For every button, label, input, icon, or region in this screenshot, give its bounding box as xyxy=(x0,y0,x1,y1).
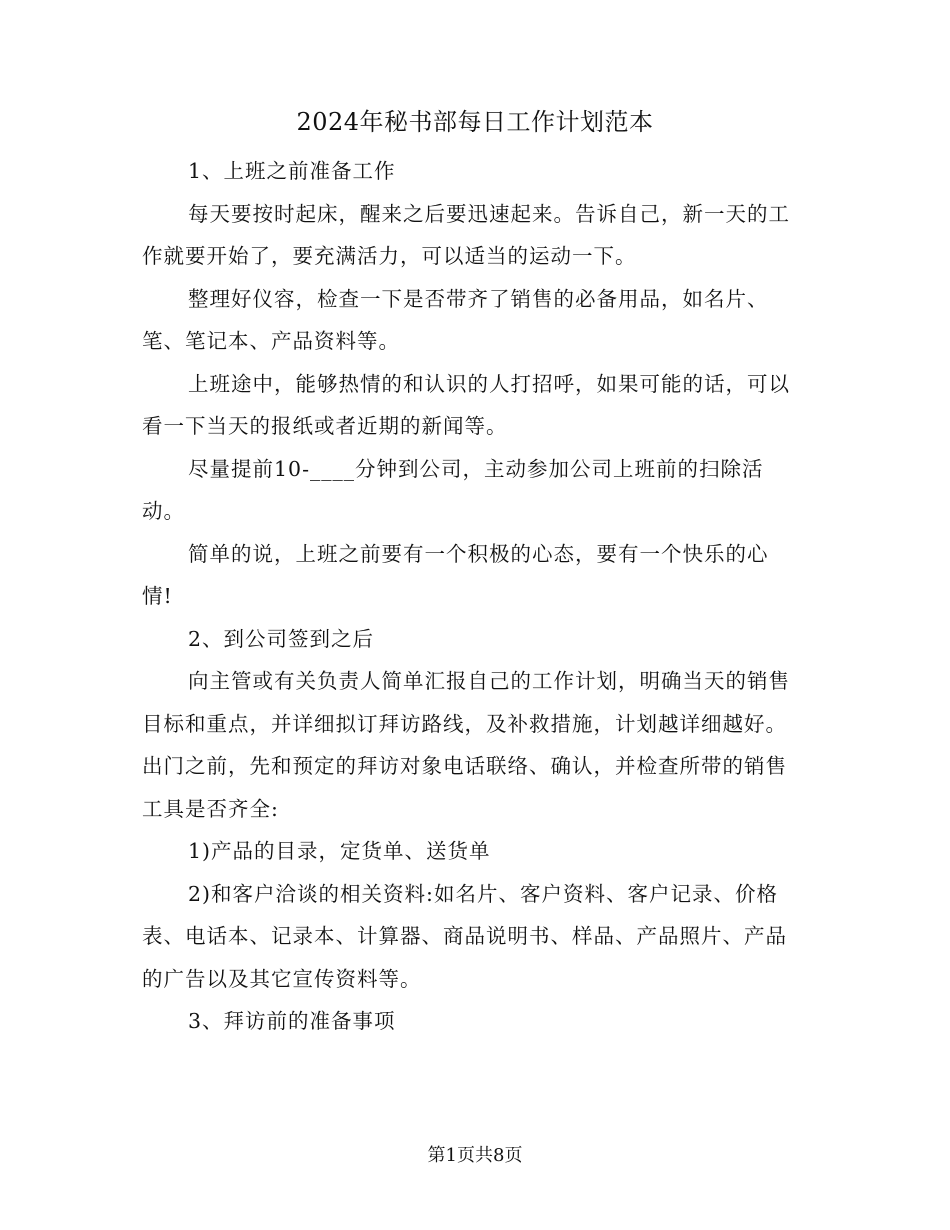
paragraph-line: 表、电话本、记录本、计算器、商品说明书、样品、产品照片、产品 xyxy=(142,924,787,948)
document-title: 2024年秘书部每日工作计划范本 xyxy=(296,108,654,136)
paragraph-line: 每天要按时起床，醒来之后要迅速起来。告诉自己，新一天的工 xyxy=(188,202,790,226)
list-item: 2)和客户洽谈的相关资料:如名片、客户资料、客户记录、价格 xyxy=(188,882,778,906)
paragraph-line: 简单的说，上班之前要有一个积极的心态，要有一个快乐的心 xyxy=(188,542,769,566)
paragraph-line: 向主管或有关负责人简单汇报自己的工作计划，明确当天的销售 xyxy=(188,669,790,693)
section-heading-2: 2、到公司签到之后 xyxy=(188,627,375,651)
list-item: 1)产品的目录，定货单、送货单 xyxy=(188,839,491,863)
paragraph-line: 上班途中，能够热情的和认识的人打招呼，如果可能的话，可以 xyxy=(188,372,790,396)
paragraph-line: 作就要开始了，要充满活力，可以适当的运动一下。 xyxy=(142,244,637,268)
paragraph-line: 看一下当天的报纸或者近期的新闻等。 xyxy=(142,414,508,438)
page-footer: 第1页共8页 xyxy=(427,1145,523,1166)
section-heading-1: 1、上班之前准备工作 xyxy=(188,159,396,183)
paragraph-line: 的广告以及其它宣传资料等。 xyxy=(142,967,422,991)
paragraph-line: 情! xyxy=(142,584,173,608)
section-heading-3: 3、拜访前的准备事项 xyxy=(188,1009,396,1033)
paragraph-line: 动。 xyxy=(142,499,185,523)
paragraph-line: 出门之前，先和预定的拜访对象电话联络、确认，并检查所带的销售 xyxy=(142,754,787,778)
paragraph-line: 尽量提前10-____分钟到公司，主动参加公司上班前的扫除活 xyxy=(188,457,764,481)
paragraph-line: 笔、笔记本、产品资料等。 xyxy=(142,329,400,353)
paragraph-line: 目标和重点，并详细拟订拜访路线，及补救措施，计划越详细越好。 xyxy=(142,712,787,736)
paragraph-line: 工具是否齐全: xyxy=(142,797,279,821)
paragraph-line: 整理好仪容，检查一下是否带齐了销售的必备用品，如名片、 xyxy=(188,287,769,311)
